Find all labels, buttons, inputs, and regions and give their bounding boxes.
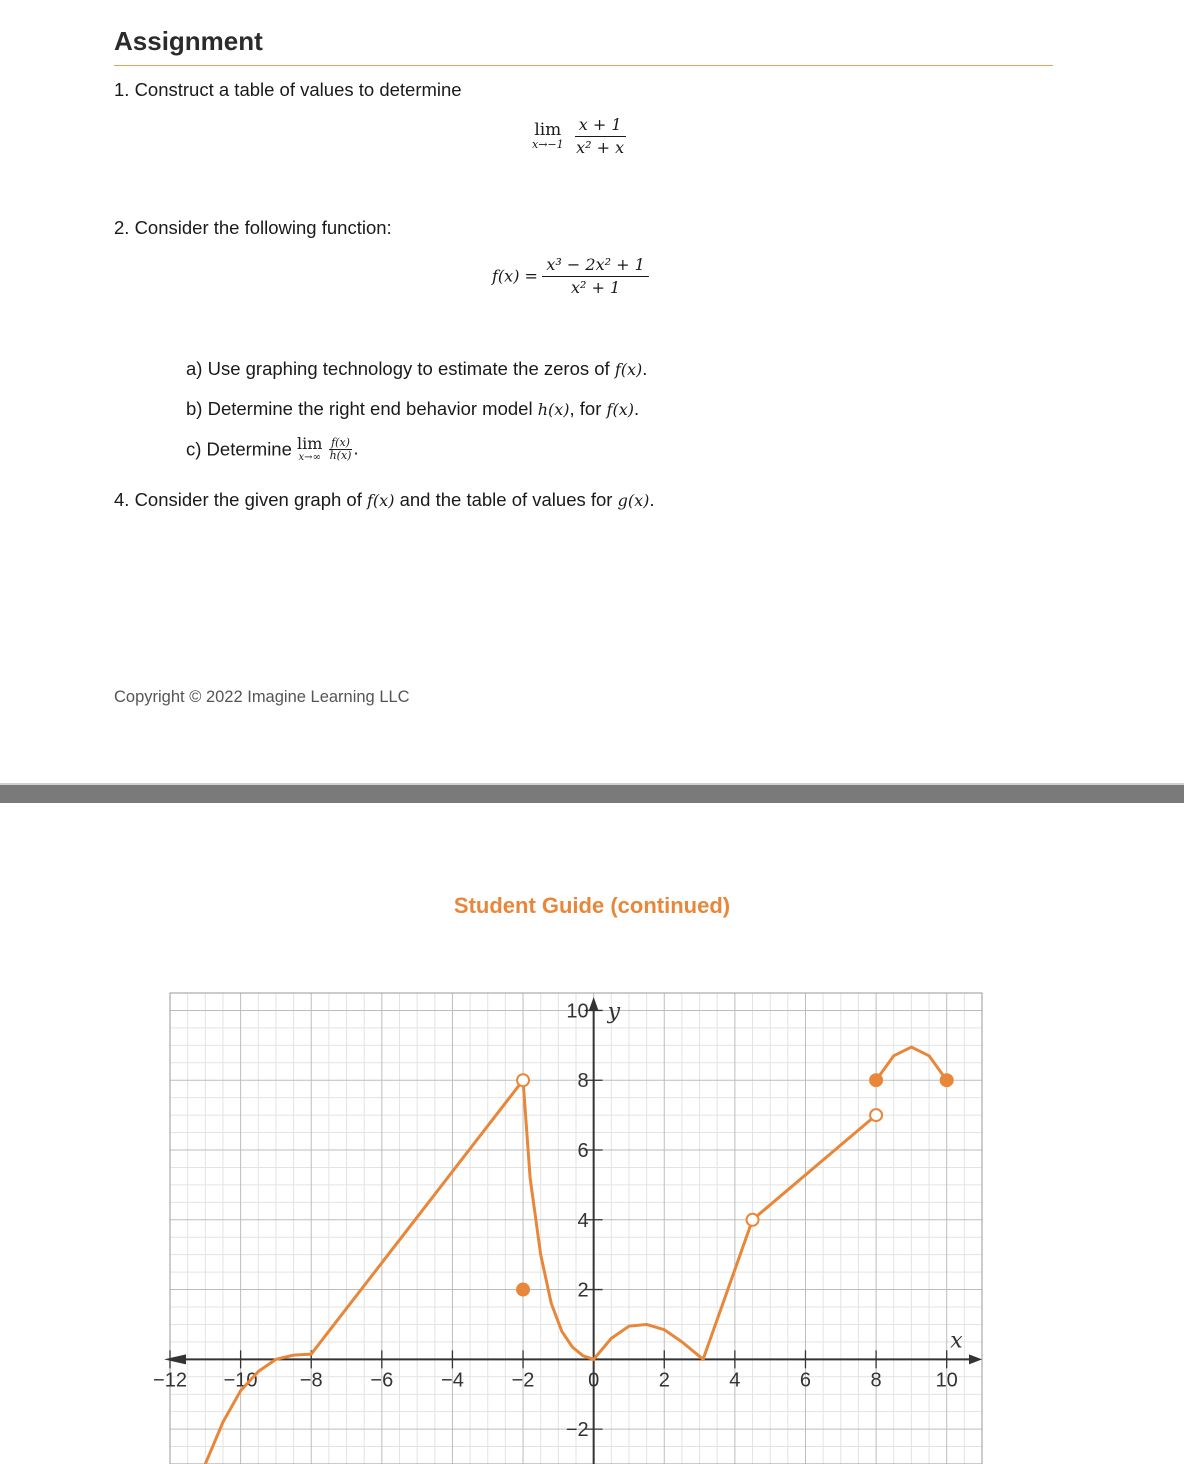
question-2a-text: a) Use graphing technology to estimate the zeros of <box>186 358 615 379</box>
x-axis-arrow-right <box>969 1354 982 1364</box>
question-2c-lim-label: lim <box>297 434 323 453</box>
question-1-text: 1. Construct a table of values to determine <box>114 79 462 100</box>
x-axis-arrow-left <box>164 1354 186 1364</box>
y-tick-label: 2 <box>577 1279 589 1302</box>
question-2c-numerator: f(x) <box>331 435 350 449</box>
copyright-notice: Copyright © 2022 Imagine Learning LLC <box>114 688 410 706</box>
question-2c-limit <box>297 436 322 463</box>
question-2b-end: . <box>633 398 640 419</box>
fraction-denominator: x² + x <box>576 137 625 157</box>
x-tick-labels <box>153 1369 958 1391</box>
question-1-limit-expression <box>532 116 628 156</box>
function-numerator: x³ − 2x² + 1 <box>542 256 648 277</box>
limit-label: lim <box>534 119 562 140</box>
y-tick-label: 10 <box>566 1000 589 1023</box>
y-tick-label: 8 <box>577 1070 589 1093</box>
student-guide-title: Student Guide (continued) <box>453 893 731 918</box>
question-2c <box>186 436 359 463</box>
question-2c-fraction <box>328 437 354 462</box>
x-axis-label: x <box>950 1328 963 1354</box>
y-tick-label: 6 <box>577 1140 589 1162</box>
open-point <box>517 1074 529 1086</box>
fraction-numerator: x + 1 <box>575 116 626 137</box>
question-2a-end: . <box>642 358 648 379</box>
x-tick-label: 10 <box>935 1369 958 1392</box>
x-tick-label: 8 <box>870 1369 882 1392</box>
question-2c-text: c) Determine <box>186 438 298 460</box>
title-divider <box>114 65 1053 66</box>
page-title: Assignment <box>114 26 263 56</box>
x-tick-label: 2 <box>658 1369 670 1392</box>
question-4-math-g: g(x) <box>617 491 650 510</box>
limit-operator <box>532 119 564 151</box>
question-2b <box>186 398 639 420</box>
x-tick-label: −12 <box>153 1369 187 1392</box>
question-2c-end: . <box>353 437 359 459</box>
x-tick-label: 4 <box>729 1369 741 1392</box>
grid-minor <box>170 993 982 1464</box>
question-4-text-b: and the table of values for <box>394 489 618 510</box>
page-separator <box>0 783 1184 803</box>
x-tick-label: 6 <box>799 1369 812 1392</box>
x-tick-label: −4 <box>441 1369 464 1392</box>
question-2b-math-h: h(x) <box>537 400 570 419</box>
question-4-text-c: . <box>649 489 655 510</box>
question-2a <box>186 358 647 380</box>
question-2c-lim-subscript: x→∞ <box>298 452 321 463</box>
closed-point <box>941 1074 953 1086</box>
question-4-text-a: 4. Consider the given graph of <box>114 489 367 510</box>
question-2b-text: b) Determine the right end behavior model <box>186 398 538 419</box>
y-tick-label: −2 <box>565 1419 589 1442</box>
x-tick-label: −6 <box>370 1369 394 1392</box>
y-tick-label: 4 <box>577 1209 589 1232</box>
x-tick-label: −2 <box>511 1369 535 1392</box>
question-2b-mid: , for <box>569 398 607 419</box>
function-graph <box>150 985 990 1464</box>
question-2-function-expression <box>492 256 649 296</box>
y-tick-labels <box>566 1000 589 1441</box>
function-denominator: x² + 1 <box>570 277 621 297</box>
question-2-text: 2. Consider the following function: <box>114 217 392 238</box>
limit-fraction <box>572 116 628 156</box>
y-axis-label: y <box>607 999 621 1025</box>
question-2b-math-f: f(x) <box>606 400 634 419</box>
x-tick-label: 0 <box>588 1369 600 1392</box>
question-2a-math: f(x) <box>614 360 643 379</box>
limit-subscript: x→−1 <box>532 137 564 151</box>
function-fraction <box>542 256 648 296</box>
open-point <box>747 1214 759 1226</box>
open-point <box>870 1109 882 1121</box>
function-lhs: f(x) = <box>492 266 538 286</box>
y-axis-arrow-up <box>589 997 599 1011</box>
question-4-math-f: f(x) <box>367 491 395 510</box>
x-tick-label: −8 <box>299 1369 323 1392</box>
x-tick-label: −10 <box>223 1369 258 1392</box>
closed-point <box>517 1284 529 1296</box>
question-4 <box>114 489 655 511</box>
closed-point <box>870 1074 882 1086</box>
question-2c-denominator: h(x) <box>329 449 352 462</box>
